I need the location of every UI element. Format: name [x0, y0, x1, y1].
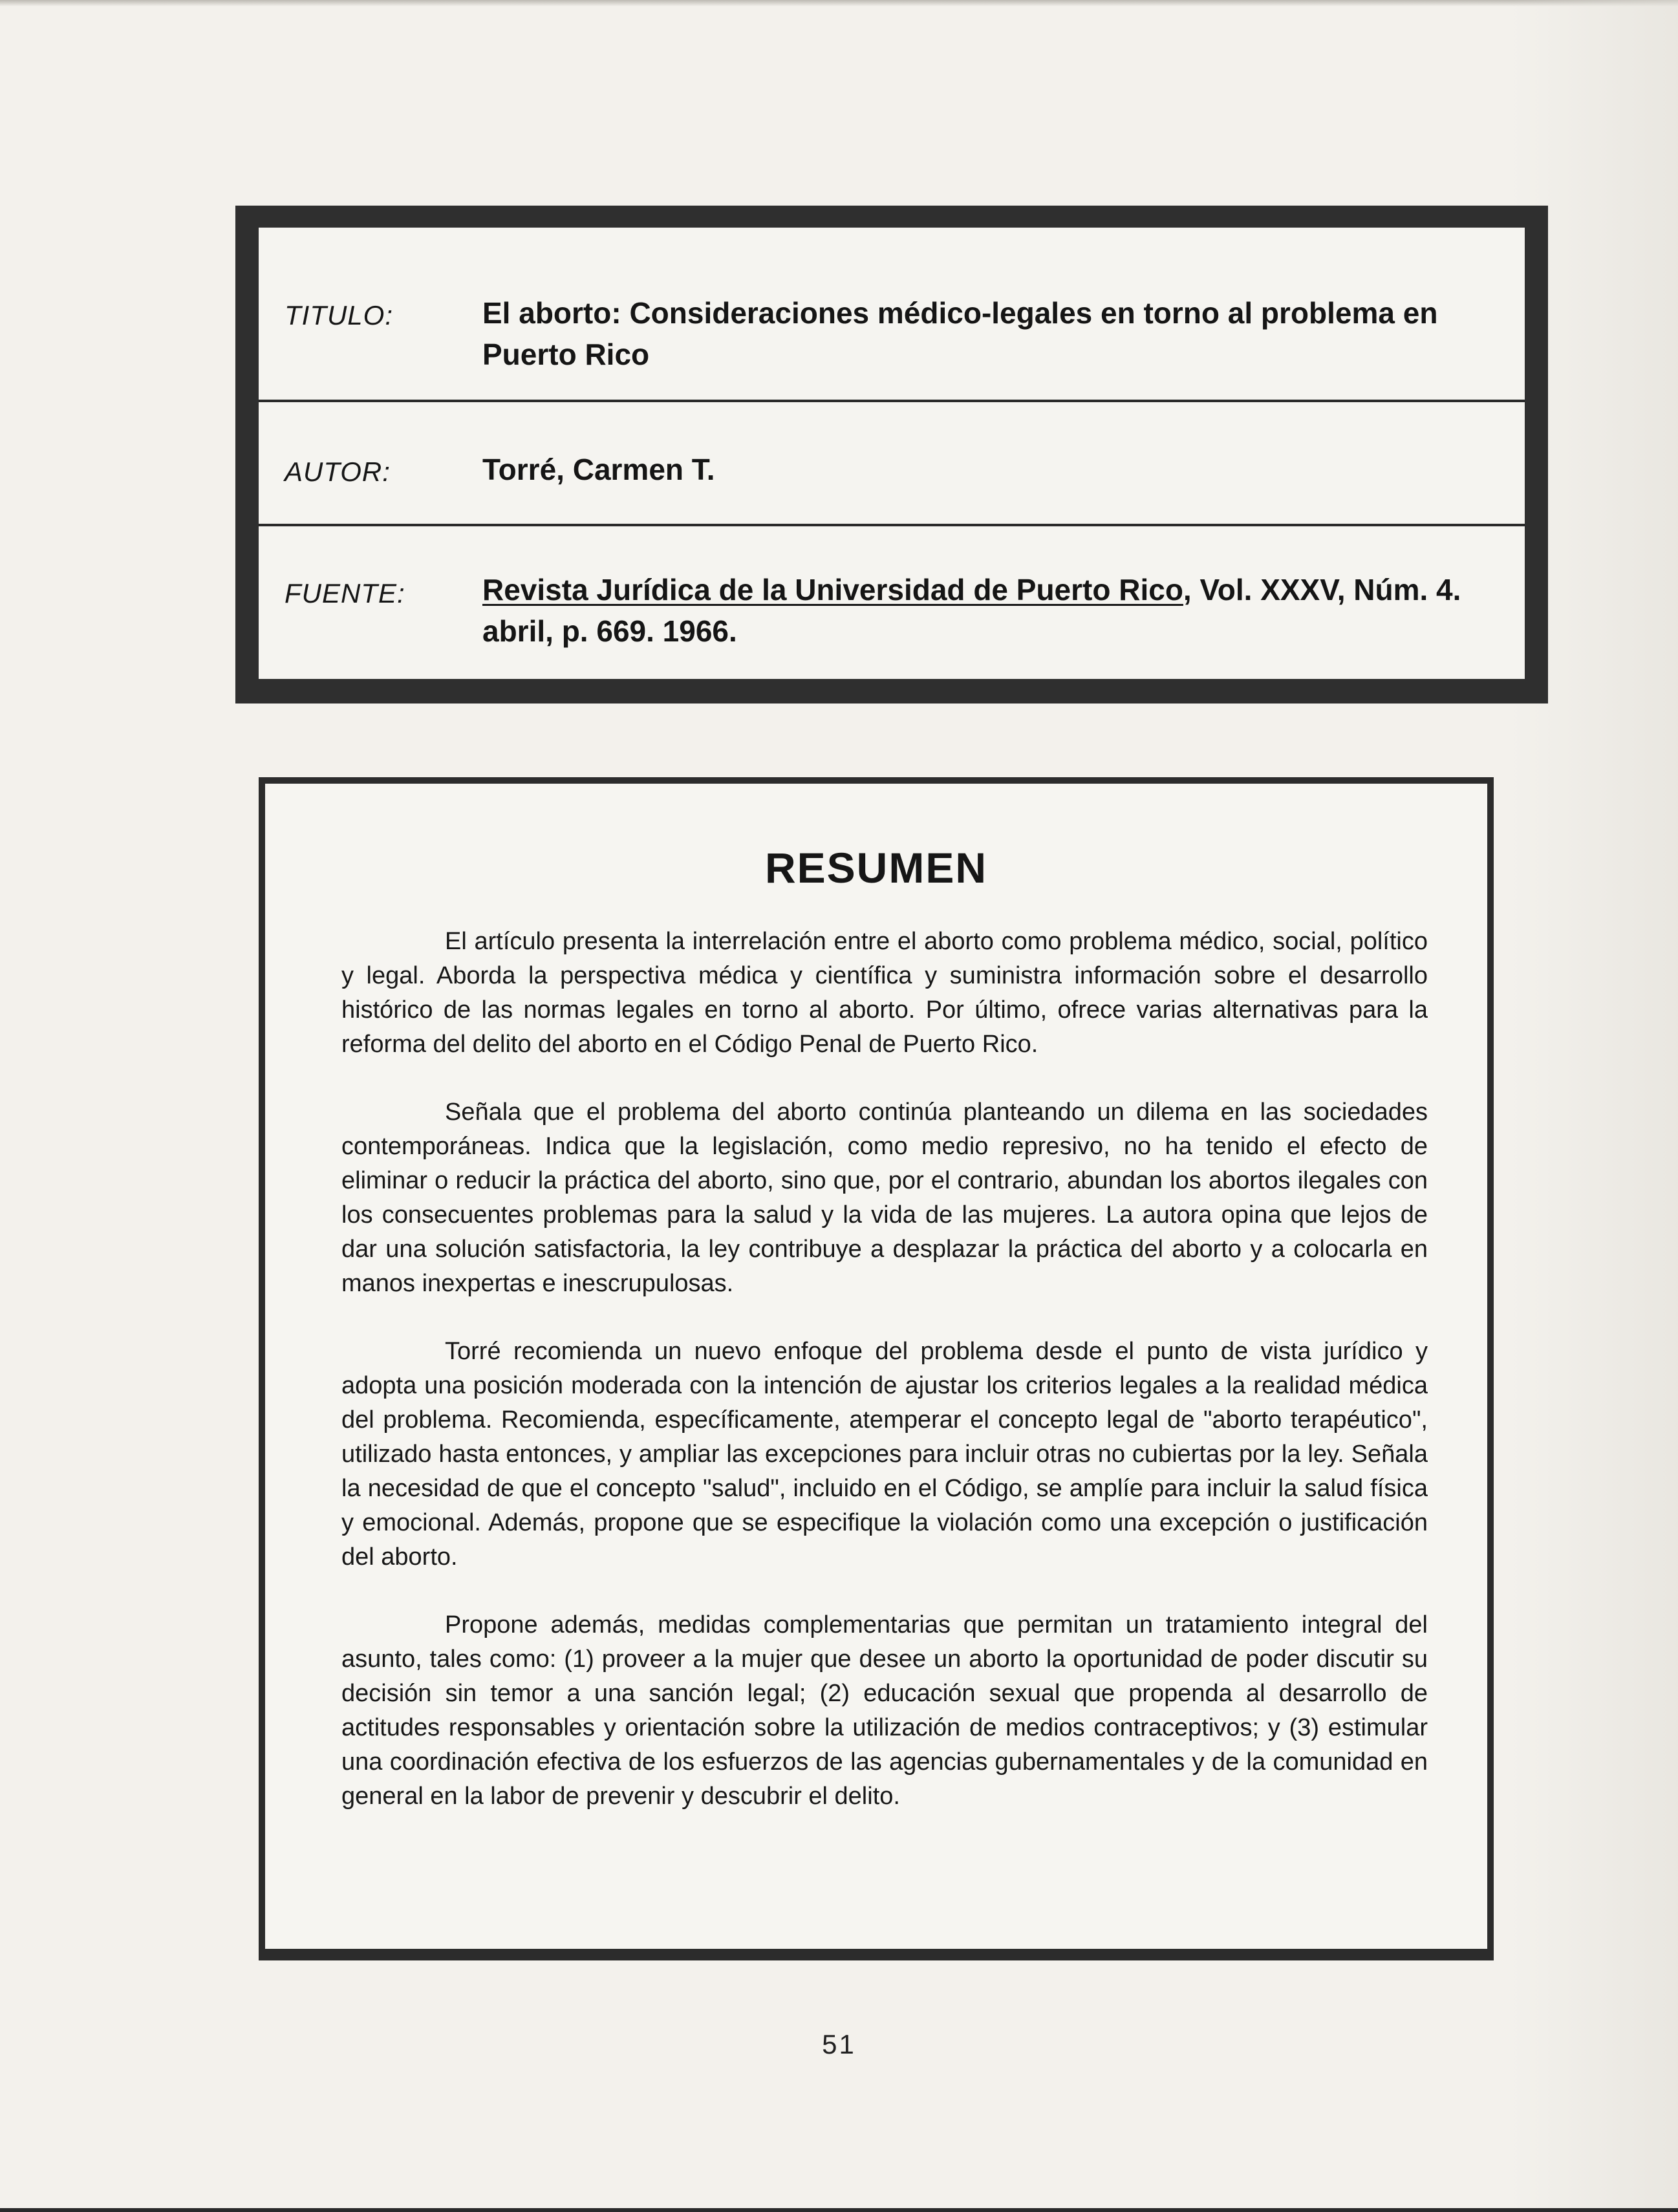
autor-label: AUTOR:: [285, 456, 391, 487]
resumen-paragraph-4: Propone además, medidas complementarias que permitan un tratamiento integral del asunto, tales como: (1) proveer a la mujer que desee un aborto la oportunidad de poder discutir su decisión sin temor a una sanción legal; (2) educación sexual que propenda al desarrollo de actitudes responsables y orientación sobre la utilización de medios contraceptivos; y (3) estimular una coordinación efectiva de los esfuerzos de las agencias gubernamentales y de la comunidad en general en la labor de prevenir y descubrir el delito.: [341, 1611, 1428, 1810]
resumen-paragraph-3: Torré recomienda un nuevo enfoque del problema desde el punto de vista jurídico y adopta una posición moderada con la intención de ajustar los criterios legales a la realidad médica del problema. Recomienda, específicamente, atemperar el concepto legal de "aborto terapéutico", utilizado hasta entonces, y ampliar las excepciones para incluir otras no cubiertas por la ley. Señala la necesidad de que el concepto "salud", incluido en el Código, se amplíe para incluir la salud física y emocional. Además, propone que se especifique la violación como una excepción o justificación del aborto.: [341, 1338, 1428, 1571]
record-row-fuente: [259, 524, 1525, 679]
bibliographic-record-box: [235, 206, 1548, 703]
resumen-box: [259, 777, 1494, 1960]
fuente-source-title: Revista Jurídica de la Universidad de Puerto Rico: [482, 573, 1183, 607]
autor-value: Torré, Carmen T.: [482, 453, 715, 486]
record-row-titulo: [259, 228, 1525, 400]
fuente-value: [482, 569, 1491, 652]
scan-top-edge: [0, 0, 1678, 6]
resumen-paragraph-2: Señala que el problema del aborto continúa planteando un dilema en las sociedades contemporáneas. Indica que la legislación, como medio represivo, no ha tenido el efecto de eliminar o reducir la práctica del aborto, sino que, por el contrario, abundan los abortos ilegales con los consecuentes problemas para la salud y la vida de las mujeres. La autora opina que lejos de dar una solución satisfactoria, la ley contribuye a desplazar la práctica del aborto y a colocarla en manos inexpertas e inescrupulosas.: [341, 1099, 1428, 1297]
scan-bottom-edge: [0, 2208, 1678, 2212]
resumen-heading: RESUMEN: [764, 844, 988, 892]
page-number: 51: [822, 2029, 856, 2059]
record-row-autor: [259, 400, 1525, 524]
titulo-label: TITULO:: [285, 300, 394, 330]
resumen-paragraph-1: El artículo presenta la interrelación entre el aborto como problema médico, social, político y legal. Aborda la perspectiva médica y científica y suministra información sobre el desarrollo histórico de las normas legales en torno al aborto. Por último, ofrece varias alternativas para la reforma del delito del aborto en el Código Penal de Puerto Rico.: [341, 928, 1428, 1058]
titulo-value: El aborto: Consideraciones médico-legales en torno al problema en Puerto Rico: [482, 296, 1438, 371]
fuente-details: , Vol. XXXV, Núm. 4. abril, p. 669. 1966.: [482, 573, 1461, 648]
resumen-body: [341, 925, 1428, 1847]
fuente-label: FUENTE:: [285, 578, 405, 608]
